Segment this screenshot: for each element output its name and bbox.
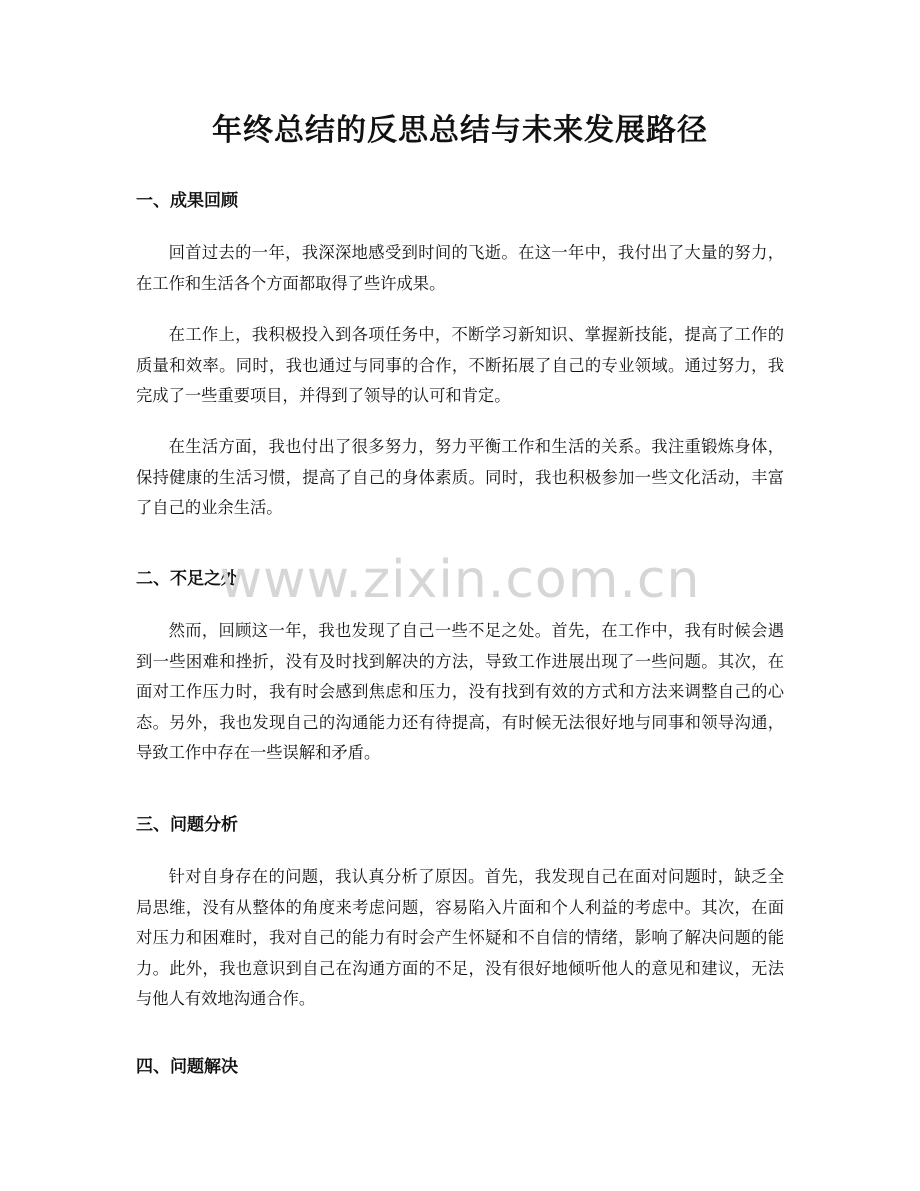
paragraph: 在生活方面，我也付出了很多努力，努力平衡工作和生活的关系。我注重锻炼身体，保持健康的生活习惯，提高了自己的身体素质。同时，我也积极参加一些文化活动，丰富了自己的业余生活。 bbox=[136, 437, 784, 517]
document-title: 年终总结的反思总结与未来发展路径 bbox=[212, 113, 708, 148]
paragraph: 然而，回顾这一年，我也发现了自己一些不足之处。首先，在工作中，我有时候会遇到一些困难和挫折，没有及时找到解决的方法，导致工作进展出现了一些问题。其次，在面对工作压力时，我有时会感到焦虑和压力，没有找到有效的方式和方法来调整自己的心态。另外，我也发现自己的沟通能力还有待提高，有时候无法很好地与同事和领导沟通，导致工作中存在一些误解和矛盾。 bbox=[136, 621, 784, 762]
paragraph: 在工作上，我积极投入到各项任务中，不断学习新知识、掌握新技能，提高了工作的质量和效率。同时，我也通过与同事的合作，不断拓展了自己的专业领域。通过努力，我完成了一些重要项目，并得到了领导的认可和肯定。 bbox=[136, 325, 784, 405]
watermark: www.zixin.com.cn bbox=[219, 550, 701, 610]
paragraph: 针对自身存在的问题，我认真分析了原因。首先，我发现自己在面对问题时，缺乏全局思维，没有从整体的角度来考虑问题，容易陷入片面和个人利益的考虑中。其次，在面对压力和困难时，我对自己的能力有时会产生怀疑和不自信的情绪，影响了解决问题的能力。此外，我也意识到自己在沟通方面的不足，没有很好地倾听他人的意见和建议，无法与他人有效地沟通合作。 bbox=[136, 867, 784, 1008]
paragraph: 回首过去的一年，我深深地感受到时间的飞逝。在这一年中，我付出了大量的努力，在工作和生活各个方面都取得了些许成果。 bbox=[136, 243, 784, 293]
section-heading-achievements: 一、成果回顾 bbox=[136, 191, 238, 211]
section-heading-problem-solving: 四、问题解决 bbox=[136, 1057, 238, 1077]
section-heading-shortcomings: 二、不足之处 bbox=[136, 569, 238, 589]
section-heading-problem-analysis: 三、问题分析 bbox=[136, 815, 238, 835]
